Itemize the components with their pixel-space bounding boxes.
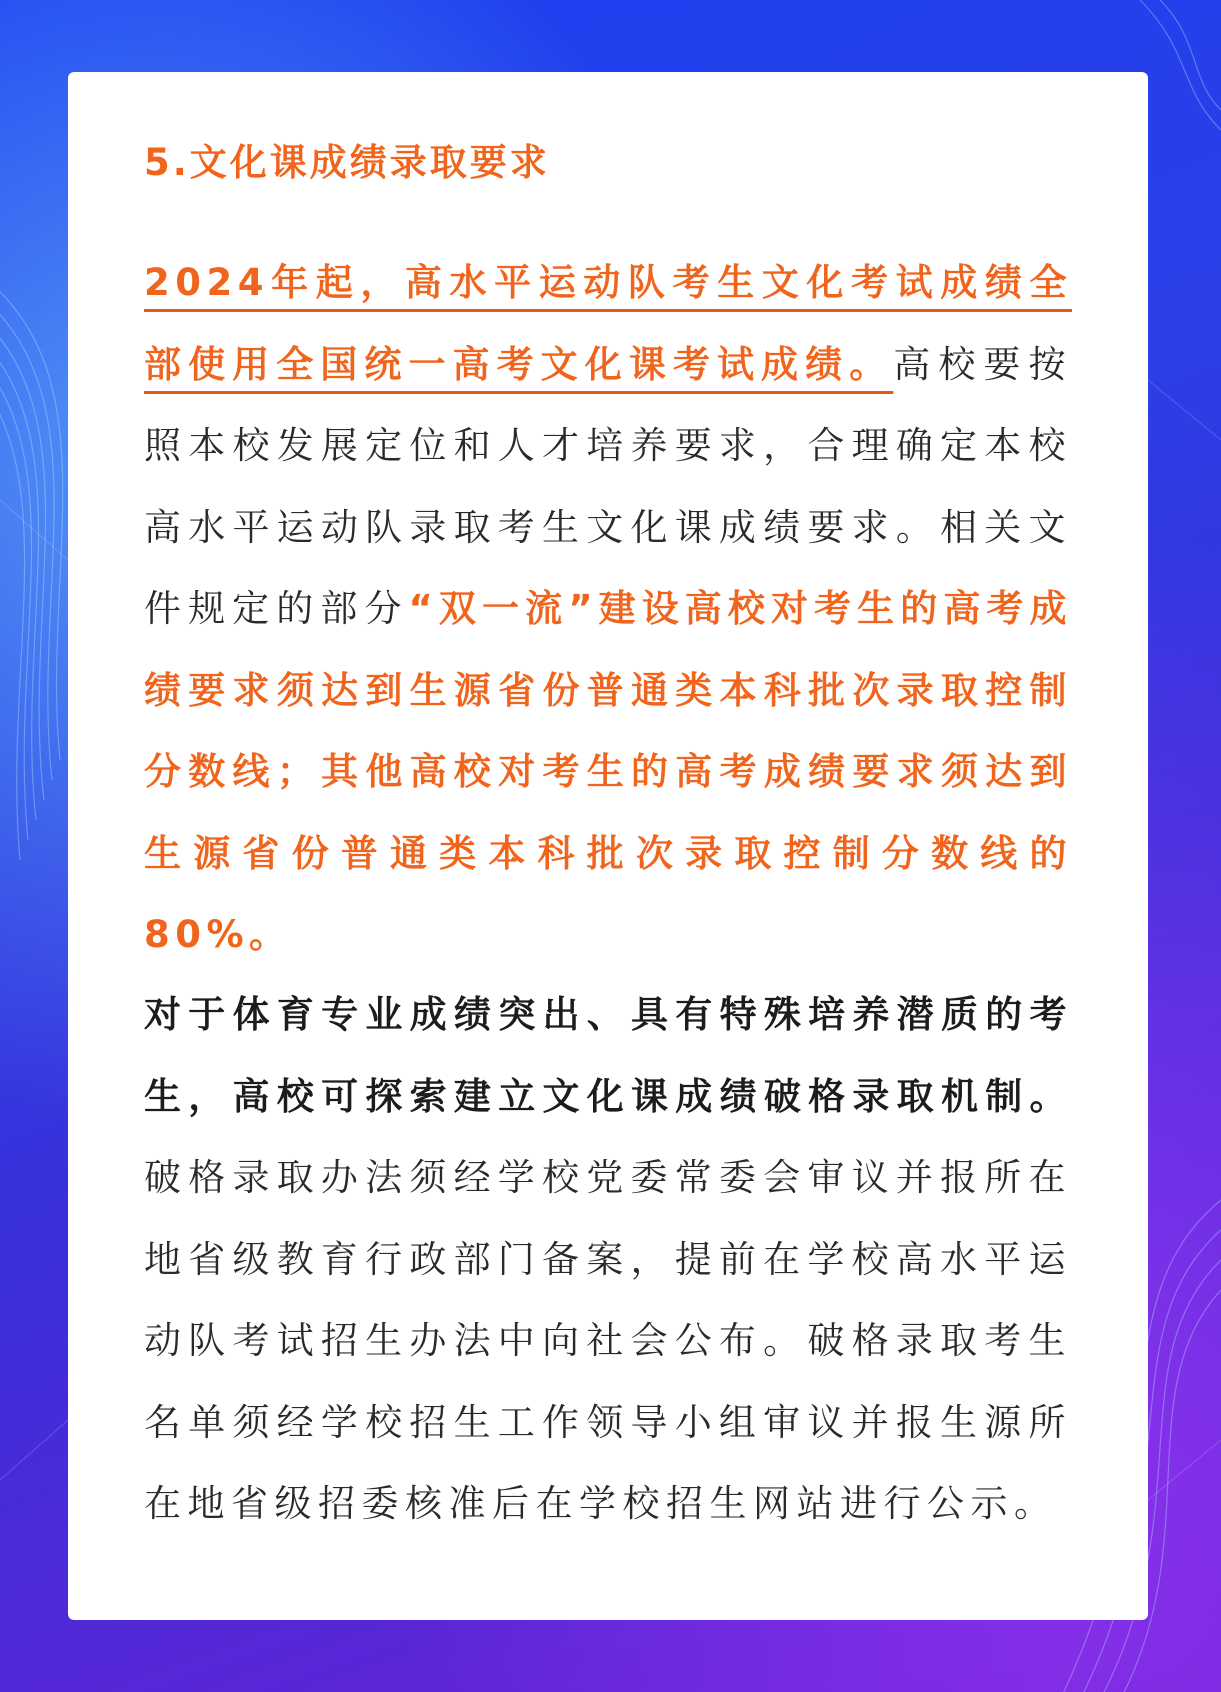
plain-text: 高校要按照本校发展定位和人才培养要求，合理确定本校高水平运动队录取考生文化课成绩要求。相关文件规定的部分 <box>144 342 1073 630</box>
plain-text-2: 破格录取办法须经学校党委常委会审议并报所在地省级教育行政部门备案，提前在学校高水平运动队考试招生办法中向社会公布。破格录取考生名单须经学校招生工作领导小组审议并报生源所在地省级招委核准后在学校招生网站进行公示。 <box>144 1156 1072 1525</box>
section-title: 5.文化课成绩录取要求 <box>144 141 550 184</box>
paragraph-exceptional-admission <box>144 974 1072 1545</box>
underlined-highlight-text: 2024年起，高水平运动队考生文化考试成绩全部使用全国统一高考文化课考试成绩。 <box>144 261 1072 386</box>
highlight-text: “双一流”建设高校对考生的高考成绩要求须达到生源省份普通类本科批次录取控制分数线；其他高校对考生的高考成绩要求须达到生源省份普通类本科批次录取控制分数线的80%。 <box>144 587 1072 956</box>
bold-lead-text: 对于体育专业成绩突出、具有特殊培养潜质的考生，高校可探索建立文化课成绩破格录取机制。 <box>144 993 1072 1118</box>
paragraph-admission-scores <box>144 242 1072 976</box>
